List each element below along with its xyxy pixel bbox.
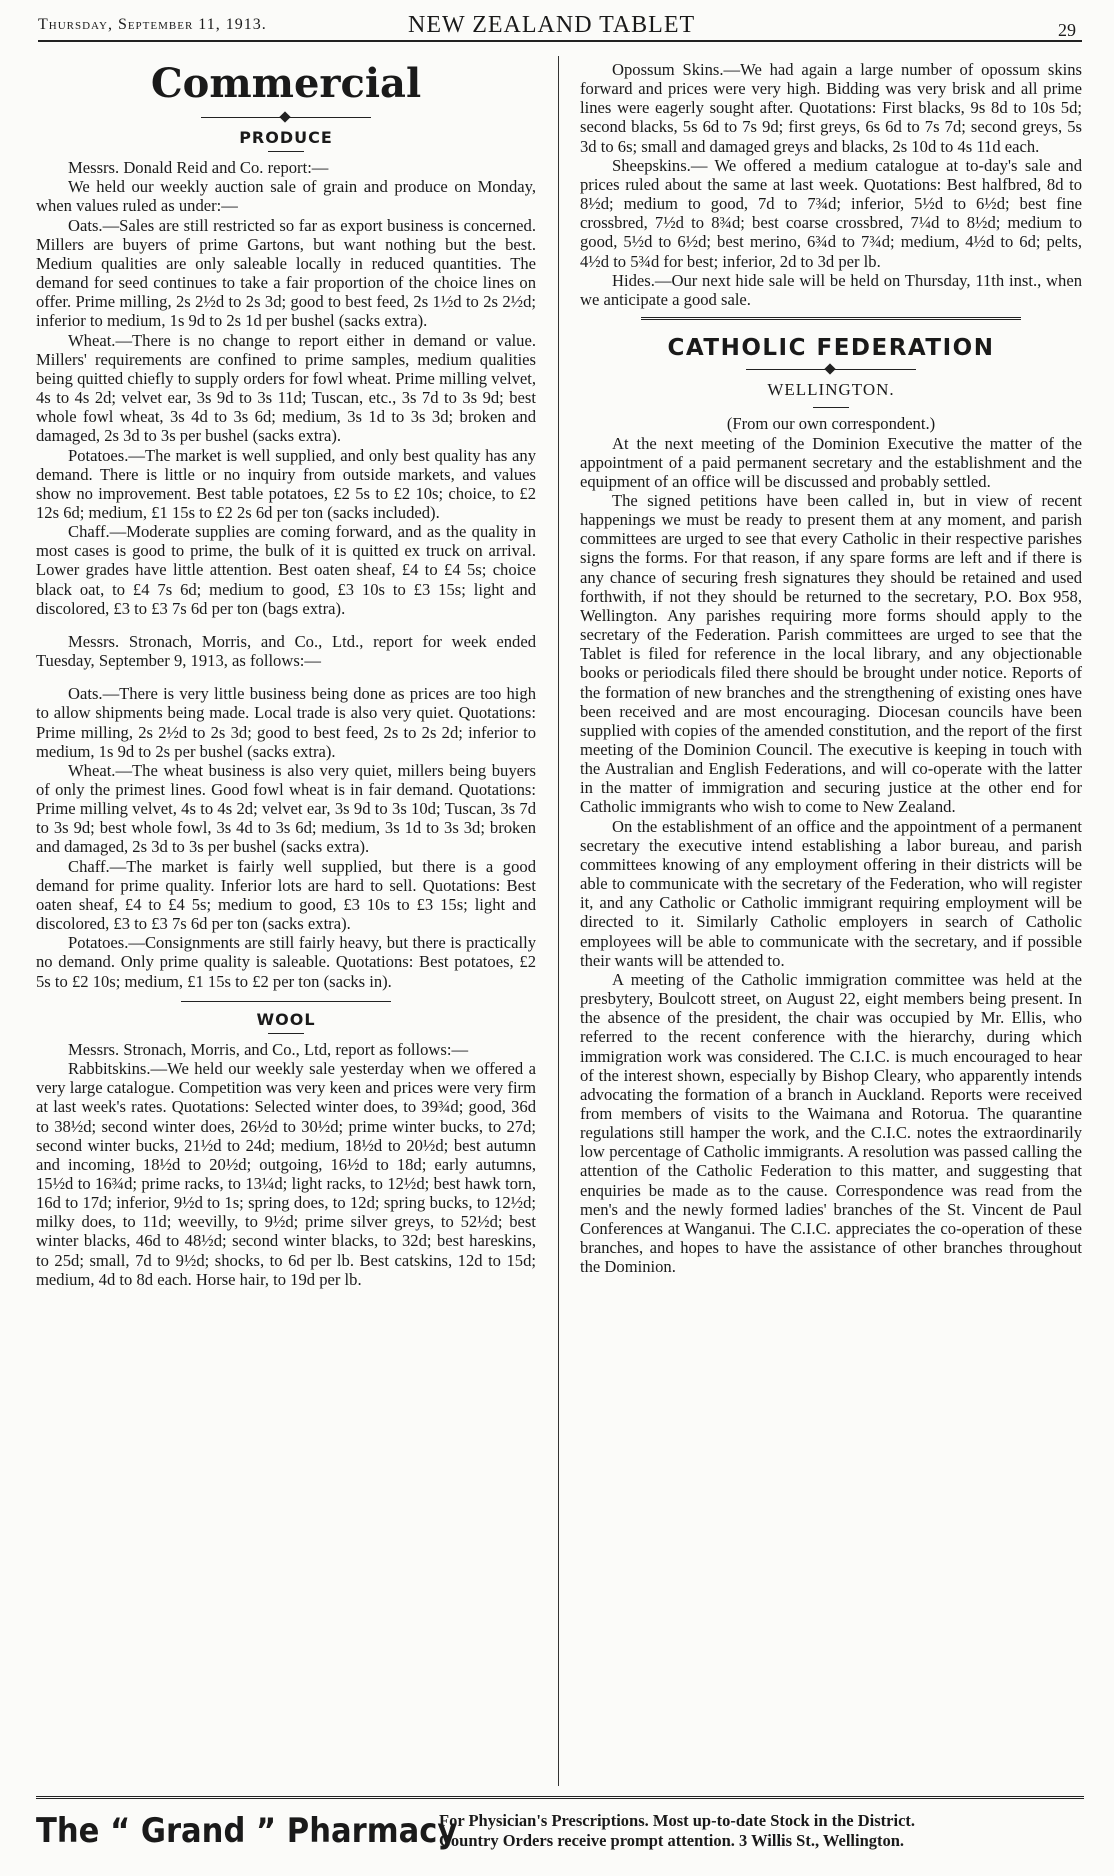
federation-paragraph-2: The signed petitions have been called in, but in view of recent happenings we must be ready to present them at any moment, and parish committees are urged to see that every Catholic in their respective parishes signs the forms. For that reason, if any spare forms are left and if there is any chance of securing fresh signatures they should be retained and used forthwith, if not they should be returned to the secretary, P.O. Box 958, Wellington. Any parishes requiring more forms should apply to the secretary of the Federation. Parish committees are urged to see that the Tablet is filed for reference in the local library, and any objectionable books or periodicals filed there should be brought under notice. Reports of the formation of new branches and the strengthening of existing ones have been received and are most encouraging. Diocesan councils have been supplied with copies of the amended constitution, and the report of the first meeting of the Dominion Council. The executive is keeping in touch with the Australian and English Federations, and will co-operate with the latter in the matter of immigration and securing justice at the other end for Catholic immigrants who wish to come to New Zealand.: [580, 490, 1082, 817]
short-rule: [813, 407, 849, 408]
section-rule: [181, 1001, 391, 1002]
wool-intro: Messrs. Stronach, Morris, and Co., Ltd, report as follows:—: [68, 1039, 469, 1059]
masthead: [38, 12, 1082, 42]
wool-rabbitskins: Rabbitskins.—We held our weekly sale yesterday when we offered a very large catalogue. Competition was very keen and prices were very firm at last week's rates. Quotations: Selected winter does, to 39¾d; good, 36d to 38½d; second winter does, 26½d to 30½d; prime winter bucks, to 27d; second winter bucks, 21½d to 24d; medium, 18½d to 20½d; best autumn and incoming, 18½d to 20½d; outgoing, 16½d to 18d; early autumns, 15½d to 16¾d; prime racks, to 13¼d; light racks, to 12½d; best hawk torn, 16d to 17d; inferior, 9½d to 1s; spring does, to 12d; spring bucks, to 12½d; milky does, to 11d; weevilly, to 9½d; prime silver greys, to 52½d; best winter blacks, 46d to 48½d; second winter blacks, to 32d; best hareskins, to 25d; small, 7d to 9½d; shocks, to 6d per lb. Best catskins, 12d to 15d; medium, 4d to 8d each. Horse hair, to 19d per lb.: [36, 1059, 536, 1289]
left-column: [36, 60, 536, 1289]
federation-heading: CATHOLIC FEDERATION: [667, 335, 995, 362]
advertisement-footer: [36, 1796, 1084, 1866]
issue-date: Thursday, September 11, 1913.: [38, 16, 267, 33]
newspaper-title: NEW ZEALAND TABLET: [408, 12, 696, 38]
reid-intro: Messrs. Donald Reid and Co. report:—: [68, 158, 329, 178]
commercial-heading: Commercial: [150, 60, 422, 107]
stronach-oats: Oats.—There is very little business being done as prices are too high to allow shipments being made. Local trade is also very quiet. Quotations: Prime milling, 2s 2½d to 2s 3d; good to best feed, 2s to 2s 2d; inferior to medium, 1s 9d to 2s per bushel (sacks extra).: [36, 684, 536, 761]
ornament-rule: [201, 112, 371, 122]
right-column: [580, 60, 1082, 1276]
federation-paragraph-3: On the establishment of an office and the appointment of a permanent secretary the executive intend establishing a labor bureau, and parish committees knowing of any employment offering in their districts will be able to communicate with the secretary of the Federation, who will register it, and any Catholic or Catholic immigrant requiring employment will be directed to it. Similarly Catholic employers in search of Catholic employees will be able to communicate with the secretary, and if possible their wants will be attended to.: [580, 816, 1082, 970]
tagline-line-2: Country Orders receive prompt attention. 3 Willis St., Wellington.: [439, 1831, 905, 1850]
sheepskins: Sheepskins.— We offered a medium catalogue at to-day's sale and prices ruled about the same at last week. Quotations: Best halfbred, 8d to 8½d; medium to good, 7d to 7¾d; inferior, 5½d to 6½d; best fine crossbred, 7½d to 8¾d; best coarse crossbred, 7¼d to 8½d; medium to good, 5½d to 6½d; best merino, 6¾d to 7¾d; medium, 4½d to 6d; pelts, 4½d to 5¾d for best; inferior, 2d to 3d per lb.: [580, 155, 1082, 271]
pharmacy-tagline: [439, 1811, 1079, 1851]
reid-wheat: Wheat.—There is no change to report either in demand or value. Millers' requirements are confined to prime samples, medium qualities being quitted chiefly to supply orders for fowl wheat. Prime milling velvet, 4s to 4s 2d; velvet ear, 3s 9d to 3s 11d; Tuscan, etc., 3s 7d to 3s 9d; best whole fowl wheat, 3s 4d to 3s 6d; medium, 3s 1d to 3s 3d; broken and damaged, 2s 3d to 3s per bushel (sacks extra).: [36, 330, 536, 446]
reid-chaff: Chaff.—Moderate supplies are coming forward, and as the quality in most cases is good to prime, the bulk of it is quitted ex truck on arrival. Lower grades have little attention. Best oaten sheaf, £4 to £4 5s; choice black oat, to £4 7s 6d; medium to good, £3 10s to £3 15s; light and discolored, £3 to £3 7s 6d per ton (bags extra).: [36, 522, 536, 618]
column-divider: [558, 56, 559, 1786]
stronach-intro: Messrs. Stronach, Morris, and Co., Ltd., report for week ended Tuesday, September 9, 1913, as follows:—: [36, 631, 536, 671]
double-rule: [641, 317, 1021, 321]
federation-paragraph-1: At the next meeting of the Dominion Executive the matter of the appointment of a paid permanent secretary and the establishment and the equipment of an office will be discussed and probably settled.: [580, 433, 1082, 491]
short-rule: [268, 151, 304, 152]
stronach-wheat: Wheat.—The wheat business is also very quiet, millers being buyers of only the primest lines. Good fowl wheat is in fair demand. Quotations: Prime milling velvet, 4s to 4s 2d; velvet ear, 3s 9d to 3s 10d; Tuscan, 3s 7d to 3s 9d; best whole fowl, 3s 4d to 3s 6d; medium, 3s 1d to 3s 3d; broken and damaged, 2s 3d to 3s per bushel (sacks extra).: [36, 760, 536, 857]
federation-paragraph-4: A meeting of the Catholic immigration committee was held at the presbytery, Boulcott street, on August 22, eight members being present. In the absence of the president, the chair was occupied by Mr. Ellis, who referred to the recent conference with the hierarchy, during which immigration work was considered. The C.I.C. is much encouraged to hear of the interest shown, especially by Bishop Cleary, who apparently intends advocating the formation of a branch in Auckland. Reports were received from members of visits to the Waimana and Rotorua. The quarantine regulations still hamper the work, and the C.I.C. notes the extraordinarily low percentage of Catholic immigrants. A resolution was passed calling the attention of the Catholic Federation to this matter, and suggesting that enquiries be made as to the cause. Correspondence was read from the men's and the newly formed ladies' branches of the St. Vincent de Paul Conferences at Wanganui. The C.I.C. appreciates the co-operation of these branches, and hopes to have the assistance of other branches throughout the Dominion.: [580, 969, 1082, 1277]
correspondent-line: (From our own correspondent.): [726, 414, 936, 434]
reid-paragraph: We held our weekly auction sale of grain and produce on Monday, when values ruled as under:—: [36, 177, 536, 216]
opossum-skins: Opossum Skins.—We had again a large number of opossum skins forward and prices were very high. Bidding was very brisk and all prime lines were eagerly sought after. Quotations: First blacks, 9s 8d to 10s 5d; second blacks, 5s 6d to 7s 9d; first greys, 6s 6d to 7s 7d; second greys, 5s 3d to 6s; small and damaged greys and blacks, 2s 10d to 4s 11d each.: [580, 60, 1082, 156]
reid-potatoes: Potatoes.—The market is well supplied, and only best quality has any demand. There is little or no inquiry from outside markets, and values show no improvement. Best table potatoes, £2 5s to £2 10s; choice, to £2 12s 6d; medium, £1 15s to £2 2s 6d per ton (sacks included).: [36, 445, 536, 522]
stronach-potatoes: Potatoes.—Consignments are still fairly heavy, but there is practically no demand. Only prime quality is saleable. Quotations: Best potatoes, £2 5s to £2 10s; medium, £1 15s to £2 per ton (sacks in).: [36, 933, 536, 991]
wool-heading: WOOL: [256, 1009, 316, 1029]
reid-oats: Oats.—Sales are still restricted so far as export business is concerned. Millers are buyers of prime Gartons, but want nothing but the best. Medium qualities are only saleable locally in reduced quantities. The demand for seed continues to take a fair proportion of the choice lines on offer. Prime milling, 2s 2½d to 2s 3d; good to best feed, 2s 1½d to 2s 2½d; inferior to medium, 1s 9d to 2s 1d per bushel (sacks extra).: [36, 215, 536, 331]
pharmacy-brand: The “ Grand ” Pharmacy: [36, 1811, 458, 1851]
short-rule: [268, 1033, 304, 1034]
ornament-rule: [746, 364, 916, 374]
stronach-chaff: Chaff.—The market is fairly well supplied, but there is a good demand for prime quality. Inferior lots are hard to sell. Quotations: Best oaten sheaf, £4 to £4 5s; medium to good, £3 10s to £3 15s; light and discolored, £3 to £3 7s 6d per ton (sacks extra).: [36, 856, 536, 934]
place-heading: WELLINGTON.: [767, 380, 895, 400]
produce-heading: PRODUCE: [239, 128, 333, 147]
page-number: 29: [1058, 20, 1076, 40]
hides: Hides.—Our next hide sale will be held on Thursday, 11th inst., when we anticipate a good sale.: [580, 270, 1082, 309]
tagline-line-1: For Physician's Prescriptions. Most up-to-date Stock in the District.: [439, 1811, 916, 1830]
